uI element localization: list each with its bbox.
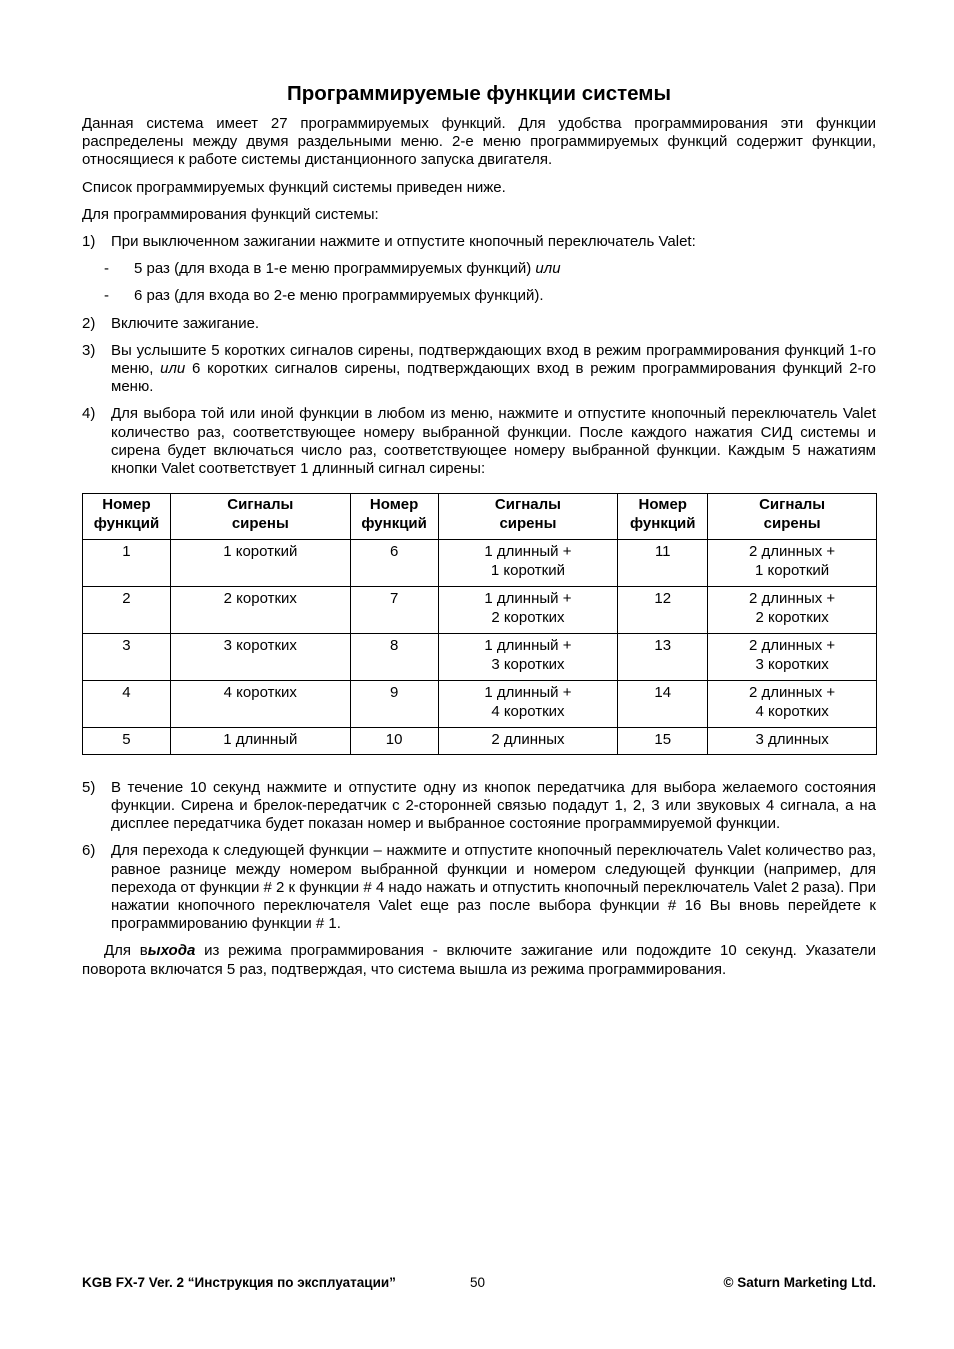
step-number: 3) bbox=[82, 341, 96, 359]
function-number-cell: 2 bbox=[83, 587, 171, 634]
header-siren-signals: Сигналы сирены bbox=[708, 494, 877, 540]
step-6 bbox=[82, 842, 876, 933]
signal-cell: 1 длинный + 1 короткий bbox=[438, 540, 618, 587]
signal-cell: 2 длинных + 4 коротких bbox=[708, 681, 877, 728]
header-siren-signals: Сигналы сирены bbox=[438, 494, 618, 540]
step-emphasis: или bbox=[160, 360, 186, 378]
header-siren-signals: Сигналы сирены bbox=[170, 494, 350, 540]
function-number-cell: 15 bbox=[618, 728, 708, 755]
signal-cell: 1 длинный + 2 коротких bbox=[438, 587, 618, 634]
exit-text: Для в bbox=[104, 942, 148, 960]
table-row bbox=[83, 634, 877, 681]
function-number-cell: 12 bbox=[618, 587, 708, 634]
exit-text: из режима программирования - включите зажигание или подождите 10 секунд. Указатели поворота включатся 5 раз, подтверждая, что система вышла из режима программирования. bbox=[82, 942, 876, 978]
option-text: 5 раз (для входа в 1-е меню программируемых функций) bbox=[134, 260, 536, 278]
step-number: 6) bbox=[82, 842, 96, 860]
function-number-cell: 11 bbox=[618, 540, 708, 587]
header-function-number: Номер функций bbox=[83, 494, 171, 540]
signals-table bbox=[82, 493, 877, 755]
function-number-cell: 7 bbox=[350, 587, 438, 634]
signal-cell: 2 длинных + 1 короткий bbox=[708, 540, 877, 587]
step-text: Вы услышите 5 коротких сигналов сирены, подтверждающих вход в режим программирования функций 1-го меню, bbox=[111, 341, 876, 378]
signal-cell: 2 длинных bbox=[438, 728, 618, 755]
step-3 bbox=[82, 342, 876, 397]
step-number: 5) bbox=[82, 778, 96, 796]
signal-cell: 2 коротких bbox=[170, 587, 350, 634]
exit-paragraph bbox=[82, 942, 876, 978]
function-number-cell: 14 bbox=[618, 681, 708, 728]
table-row bbox=[83, 681, 877, 728]
step-text: Включите зажигание. bbox=[111, 314, 260, 332]
function-number-cell: 13 bbox=[618, 634, 708, 681]
header-function-number: Номер функций bbox=[350, 494, 438, 540]
footer-copyright: © Saturn Marketing Ltd. bbox=[723, 1275, 876, 1290]
table-header-row bbox=[83, 494, 877, 540]
signal-cell: 1 длинный + 3 коротких bbox=[438, 634, 618, 681]
programming-note: Для программирования функций системы: bbox=[82, 205, 379, 223]
content bbox=[82, 115, 876, 979]
function-number-cell: 3 bbox=[83, 634, 171, 681]
function-number-cell: 6 bbox=[350, 540, 438, 587]
table-row bbox=[83, 728, 877, 755]
step-number: 4) bbox=[82, 405, 96, 423]
step-text: Для выбора той или иной функции в любом из меню, нажмите и отпустите кнопочный переключатель Valet количество раз, соответствующее номеру выбранной функции. После каждого нажатия СИД системы и сирена будет включаться число раз, соответствующее номеру выбранной функции. Каждым 5 нажатиям кнопки Valet соответствует 1 длинный сигнал сирены: bbox=[111, 405, 876, 478]
exit-emphasis: ыхода bbox=[147, 942, 196, 960]
option-text: 6 раз (для входа во 2-е меню программируемых функций). bbox=[134, 287, 544, 305]
signal-cell: 3 длинных bbox=[708, 728, 877, 755]
step-1 bbox=[82, 233, 876, 251]
intro-paragraph: Данная система имеет 27 программируемых функций. Для удобства программирования эти функции распределены между двумя раздельными меню. 2-е меню программируемых функций содержит функции, относящиеся к работе системы дистанционного запуска двигателя. bbox=[82, 115, 876, 169]
table-row bbox=[83, 587, 877, 634]
dash-bullet: - bbox=[104, 260, 109, 278]
step-2 bbox=[82, 315, 876, 333]
header-function-number: Номер функций bbox=[618, 494, 708, 540]
function-number-cell: 5 bbox=[83, 728, 171, 755]
step-1-option-a bbox=[82, 260, 876, 278]
function-number-cell: 8 bbox=[350, 634, 438, 681]
function-number-cell: 1 bbox=[83, 540, 171, 587]
page-number: 50 bbox=[470, 1275, 486, 1290]
step-4 bbox=[82, 405, 876, 478]
dash-bullet: - bbox=[104, 287, 109, 305]
option-emphasis: или bbox=[535, 260, 561, 278]
step-number: 2) bbox=[82, 314, 96, 332]
signal-cell: 3 коротких bbox=[170, 634, 350, 681]
step-number: 1) bbox=[82, 233, 96, 251]
function-number-cell: 4 bbox=[83, 681, 171, 728]
step-text: 6 коротких сигналов сирены, подтверждающих вход в режим программирования функций 2-го меню. bbox=[111, 360, 876, 396]
list-note: Список программируемых функций системы приведен ниже. bbox=[82, 178, 506, 196]
function-number-cell: 9 bbox=[350, 681, 438, 728]
signal-cell: 1 короткий bbox=[170, 540, 350, 587]
footer-document-title: KGB FX-7 Ver. 2 “Инструкция по эксплуатации” bbox=[82, 1275, 396, 1290]
signal-cell: 1 длинный + 4 коротких bbox=[438, 681, 618, 728]
function-number-cell: 10 bbox=[350, 728, 438, 755]
signal-cell: 4 коротких bbox=[170, 681, 350, 728]
step-1-option-b bbox=[82, 287, 876, 305]
signal-cell: 2 длинных + 3 коротких bbox=[708, 634, 877, 681]
page-title: Программируемые функции системы bbox=[287, 82, 671, 105]
signal-cell: 1 длинный bbox=[170, 728, 350, 755]
step-text: Для перехода к следующей функции – нажмите и отпустите кнопочный переключатель Valet количество раз, равное разнице между номером выбранной функции и номером следующей функции (например, для перехода от функции # 2 к функции # 4 надо нажать и отпустить кнопочный переключатель Valet 2 раза). При нажатии кнопочного переключателя Valet еще раз после выбора функции # 16 Вы вновь перейдете к программированию функции # 1. bbox=[111, 842, 876, 933]
step-5 bbox=[82, 779, 876, 834]
step-text: При выключенном зажигании нажмите и отпустите кнопочный переключатель Valet: bbox=[111, 233, 696, 251]
signal-cell: 2 длинных + 2 коротких bbox=[708, 587, 877, 634]
step-text: В течение 10 секунд нажмите и отпустите одну из кнопок передатчика для выбора желаемого состояния функции. Сирена и брелок-передатчик с 2-сторонней связью подадут 1, 2, 3 или звуковых 4 сигнала, а на дисплее передатчика будет показан номер и выбранное состояние программируемой функции. bbox=[111, 778, 876, 833]
table-row bbox=[83, 540, 877, 587]
